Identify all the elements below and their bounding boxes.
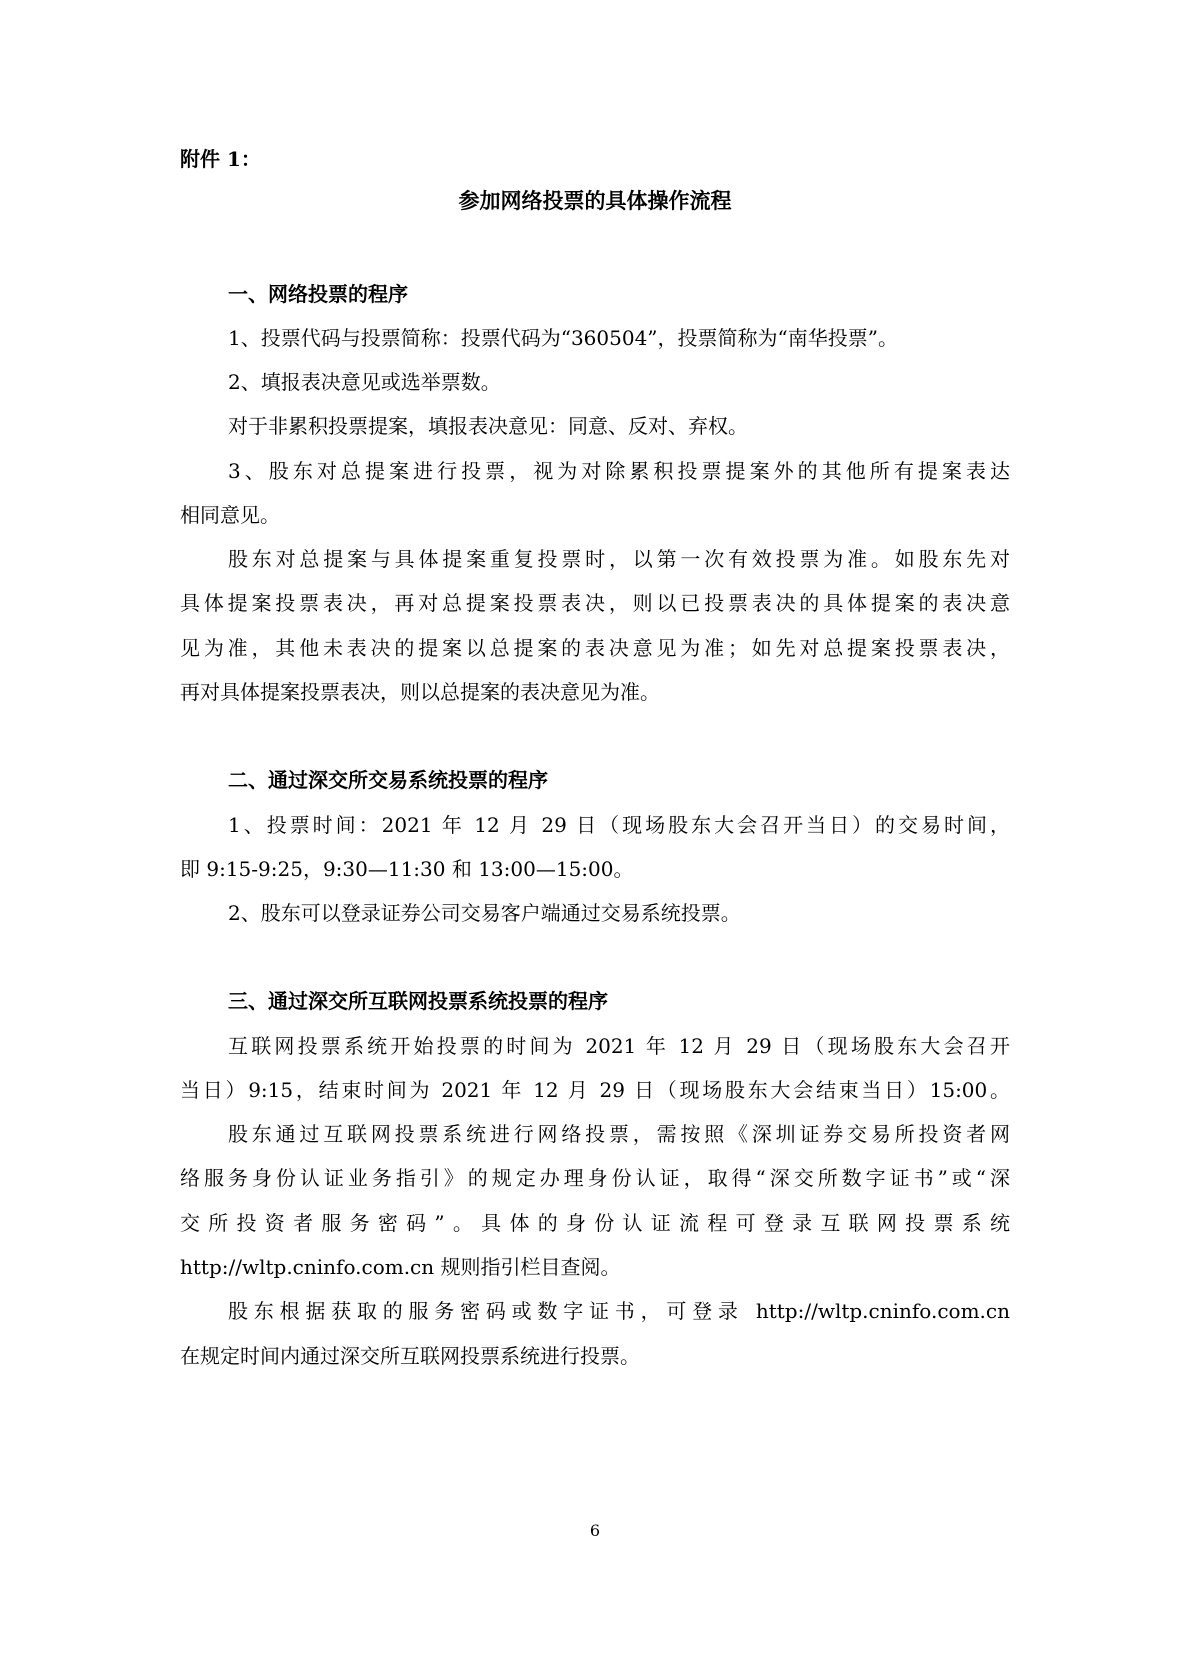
section1-heading: 一、网络投票的程序 xyxy=(228,282,408,306)
section1-paragraph-4-line-1: 3、股东对总提案进行投票，视为对除累积投票提案外的其他所有提案表达 xyxy=(228,459,1010,483)
section2-heading: 二、通过深交所交易系统投票的程序 xyxy=(228,768,548,792)
section3-paragraph-3-line-2: 在规定时间内通过深交所互联网投票系统进行投票。 xyxy=(180,1344,640,1368)
section1-paragraph-2: 2、填报表决意见或选举票数。 xyxy=(228,370,501,394)
section1-paragraph-4-line-2: 相同意见。 xyxy=(180,503,280,527)
section3-paragraph-2-line-1: 股东通过互联网投票系统进行网络投票，需按照《深圳证券交易所投资者网 xyxy=(228,1122,1010,1146)
section1-paragraph-5-line-3: 见为准，其他未表决的提案以总提案的表决意见为准；如先对总提案投票表决， xyxy=(180,636,1010,660)
section3-paragraph-1-line-1: 互联网投票系统开始投票的时间为 2021 年 12 月 29 日（现场股东大会召开 xyxy=(228,1034,1010,1058)
section1-paragraph-5-line-4: 再对具体提案投票表决，则以总提案的表决意见为准。 xyxy=(180,680,660,704)
section2-paragraph-2: 2、股东可以登录证券公司交易客户端通过交易系统投票。 xyxy=(228,901,741,925)
section2-paragraph-1-line-1: 1、投票时间：2021 年 12 月 29 日（现场股东大会召开当日）的交易时间， xyxy=(228,813,1010,837)
section3-paragraph-2-line-2: 络服务身份认证业务指引》的规定办理身份认证，取得“深交所数字证书”或“深 xyxy=(180,1166,1010,1190)
page-title: 参加网络投票的具体操作流程 xyxy=(458,188,732,213)
attachment-label: 附件 1： xyxy=(180,147,261,171)
section1-paragraph-1: 1、投票代码与投票简称：投票代码为“360504”，投票简称为“南华投票”。 xyxy=(228,326,898,350)
section2-paragraph-1-line-2: 即 9:15-9:25，9:30—11:30 和 13:00—15:00。 xyxy=(180,857,634,881)
section1-paragraph-5-line-1: 股东对总提案与具体提案重复投票时，以第一次有效投票为准。如股东先对 xyxy=(228,547,1010,571)
section1-paragraph-5-line-2: 具体提案投票表决，再对总提案投票表决，则以已投票表决的具体提案的表决意 xyxy=(180,591,1010,615)
section1-paragraph-3: 对于非累积投票提案，填报表决意见：同意、反对、弃权。 xyxy=(228,414,748,438)
section3-heading: 三、通过深交所互联网投票系统投票的程序 xyxy=(228,989,608,1013)
section3-paragraph-1-line-2: 当日）9:15，结束时间为 2021 年 12 月 29 日（现场股东大会结束当日）15:00。 xyxy=(180,1078,1010,1102)
section3-paragraph-3-line-1: 股东根据获取的服务密码或数字证书，可登录 http://wltp.cninfo.com.cn xyxy=(228,1299,1010,1323)
section3-paragraph-2-line-3: 交所投资者服务密码”。具体的身份认证流程可登录互联网投票系统 xyxy=(180,1211,1010,1235)
page-number: 6 xyxy=(589,1521,601,1540)
section3-paragraph-2-line-4: http://wltp.cninfo.com.cn 规则指引栏目查阅。 xyxy=(180,1255,621,1279)
